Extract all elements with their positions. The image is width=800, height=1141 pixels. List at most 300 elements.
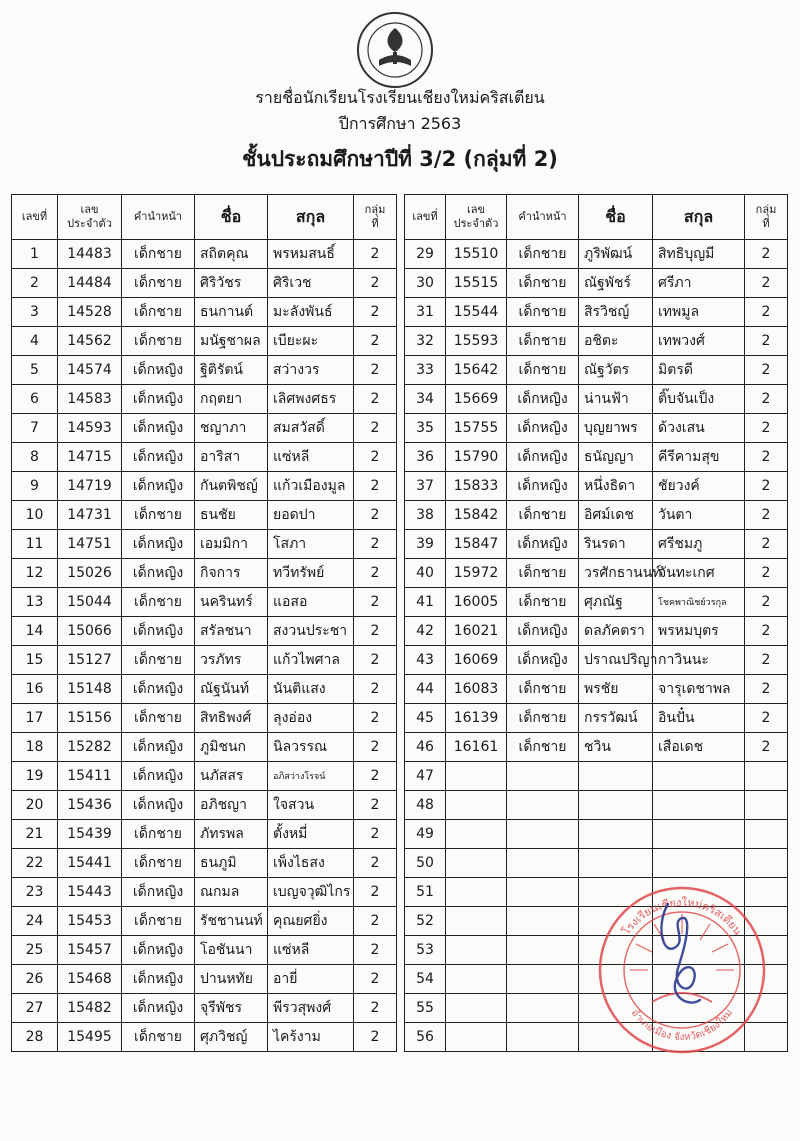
cell-group: 2 bbox=[745, 414, 788, 443]
cell-student-id: 15833 bbox=[446, 472, 507, 501]
table-row bbox=[12, 646, 397, 675]
cell-surname: คีรีคามสุข bbox=[653, 443, 745, 472]
cell-student-id: 14483 bbox=[58, 240, 122, 269]
cell-first-name: ธนภูมิ bbox=[195, 849, 268, 878]
cell-first-name: กรรวัฒน์ bbox=[579, 704, 653, 733]
cell-no: 53 bbox=[405, 936, 446, 965]
cell-surname bbox=[653, 820, 745, 849]
cell-first-name: ปานหทัย bbox=[195, 965, 268, 994]
table-row bbox=[405, 849, 788, 878]
cell-surname: สงวนประชา bbox=[268, 617, 354, 646]
cell-group: 2 bbox=[745, 530, 788, 559]
cell-prefix: เด็กหญิง bbox=[122, 965, 195, 994]
cell-no: 28 bbox=[12, 1023, 58, 1052]
cell-no: 34 bbox=[405, 385, 446, 414]
cell-first-name: สิรวิชญ์ bbox=[579, 298, 653, 327]
table-row bbox=[12, 298, 397, 327]
cell-student-id: 15515 bbox=[446, 269, 507, 298]
col-header-no: เลขที่ bbox=[405, 195, 446, 240]
cell-group: 2 bbox=[354, 1023, 397, 1052]
cell-first-name: ณัฐพัชร์ bbox=[579, 269, 653, 298]
cell-no: 51 bbox=[405, 878, 446, 907]
cell-student-id: 15066 bbox=[58, 617, 122, 646]
cell-prefix: เด็กชาย bbox=[507, 240, 579, 269]
cell-prefix bbox=[507, 965, 579, 994]
cell-no: 22 bbox=[12, 849, 58, 878]
cell-student-id: 15642 bbox=[446, 356, 507, 385]
cell-no: 41 bbox=[405, 588, 446, 617]
cell-student-id bbox=[446, 1023, 507, 1052]
cell-student-id: 16139 bbox=[446, 704, 507, 733]
table-row bbox=[405, 356, 788, 385]
table-row bbox=[12, 1023, 397, 1052]
cell-student-id: 14484 bbox=[58, 269, 122, 298]
cell-student-id bbox=[446, 849, 507, 878]
cell-group: 2 bbox=[745, 385, 788, 414]
cell-surname: ตั้งหมี่ bbox=[268, 820, 354, 849]
cell-first-name: ธนชัย bbox=[195, 501, 268, 530]
cell-group: 2 bbox=[745, 240, 788, 269]
cell-student-id: 15669 bbox=[446, 385, 507, 414]
cell-group: 2 bbox=[354, 530, 397, 559]
table-row bbox=[405, 704, 788, 733]
stamp-top-text: โรงเรียนเชียงใหม่คริสเตียน bbox=[619, 895, 745, 938]
cell-surname: โสภา bbox=[268, 530, 354, 559]
cell-group bbox=[745, 791, 788, 820]
cell-student-id: 15148 bbox=[58, 675, 122, 704]
cell-student-id: 15441 bbox=[58, 849, 122, 878]
cell-no: 19 bbox=[12, 762, 58, 791]
cell-no: 52 bbox=[405, 907, 446, 936]
cell-no: 44 bbox=[405, 675, 446, 704]
cell-no: 6 bbox=[12, 385, 58, 414]
table-row bbox=[405, 820, 788, 849]
table-row bbox=[12, 907, 397, 936]
cell-group: 2 bbox=[745, 704, 788, 733]
cell-surname: พีรวสุพงศ์ bbox=[268, 994, 354, 1023]
cell-prefix: เด็กชาย bbox=[122, 327, 195, 356]
cell-group: 2 bbox=[354, 269, 397, 298]
cell-no: 15 bbox=[12, 646, 58, 675]
cell-group: 2 bbox=[354, 501, 397, 530]
cell-student-id bbox=[446, 878, 507, 907]
cell-prefix: เด็กหญิง bbox=[122, 994, 195, 1023]
table-row bbox=[405, 762, 788, 791]
table-row bbox=[405, 414, 788, 443]
cell-prefix: เด็กชาย bbox=[122, 1023, 195, 1052]
cell-student-id: 16161 bbox=[446, 733, 507, 762]
cell-student-id bbox=[446, 762, 507, 791]
cell-group: 2 bbox=[745, 472, 788, 501]
cell-prefix: เด็กชาย bbox=[507, 559, 579, 588]
col-header-group-line1: กลุ่ม bbox=[364, 203, 386, 216]
cell-prefix: เด็กหญิง bbox=[122, 414, 195, 443]
cell-prefix: เด็กชาย bbox=[122, 298, 195, 327]
cell-prefix: เด็กหญิง bbox=[122, 559, 195, 588]
cell-surname: มะลังพันธ์ bbox=[268, 298, 354, 327]
cell-student-id bbox=[446, 965, 507, 994]
cell-student-id: 16069 bbox=[446, 646, 507, 675]
col-header-group-line2: ที่ bbox=[371, 217, 379, 230]
table-row bbox=[12, 269, 397, 298]
cell-first-name: ณัฐนันท์ bbox=[195, 675, 268, 704]
cell-no: 56 bbox=[405, 1023, 446, 1052]
cell-prefix: เด็กหญิง bbox=[507, 617, 579, 646]
cell-prefix: เด็กชาย bbox=[122, 820, 195, 849]
table-row bbox=[405, 443, 788, 472]
document-title: รายชื่อนักเรียนโรงเรียนเชียงใหม่คริสเตียน bbox=[255, 88, 545, 107]
cell-prefix bbox=[507, 936, 579, 965]
cell-no: 7 bbox=[12, 414, 58, 443]
table-row bbox=[12, 849, 397, 878]
cell-no: 55 bbox=[405, 994, 446, 1023]
cell-prefix: เด็กชาย bbox=[122, 588, 195, 617]
cell-prefix: เด็กชาย bbox=[507, 269, 579, 298]
cell-no: 47 bbox=[405, 762, 446, 791]
cell-group: 2 bbox=[354, 965, 397, 994]
cell-student-id: 14562 bbox=[58, 327, 122, 356]
cell-surname: พรหมสนธิ์ bbox=[268, 240, 354, 269]
table-header-row bbox=[12, 195, 397, 240]
cell-no: 25 bbox=[12, 936, 58, 965]
cell-prefix: เด็กชาย bbox=[122, 240, 195, 269]
cell-group: 2 bbox=[745, 588, 788, 617]
class-heading: ชั้นประถมศึกษาปีที่ 3/2 (กลุ่มที่ 2) bbox=[242, 147, 558, 171]
cell-no: 48 bbox=[405, 791, 446, 820]
cell-no: 49 bbox=[405, 820, 446, 849]
cell-first-name: พรชัย bbox=[579, 675, 653, 704]
cell-prefix: เด็กหญิง bbox=[507, 443, 579, 472]
table-row bbox=[12, 820, 397, 849]
cell-first-name: ภูมิชนก bbox=[195, 733, 268, 762]
signature-scribble bbox=[661, 904, 700, 1003]
cell-group: 2 bbox=[745, 298, 788, 327]
cell-no: 16 bbox=[12, 675, 58, 704]
table-row bbox=[12, 327, 397, 356]
cell-prefix: เด็กหญิง bbox=[507, 646, 579, 675]
cell-first-name: ศิริวัชร bbox=[195, 269, 268, 298]
cell-student-id: 15411 bbox=[58, 762, 122, 791]
cell-no: 43 bbox=[405, 646, 446, 675]
cell-student-id: 15457 bbox=[58, 936, 122, 965]
cell-surname: เลิศพงศธร bbox=[268, 385, 354, 414]
cell-group: 2 bbox=[354, 240, 397, 269]
cell-prefix: เด็กหญิง bbox=[122, 675, 195, 704]
cell-surname: เบญจวุฒิไกร bbox=[268, 878, 354, 907]
cell-surname: แก้วไพศาล bbox=[268, 646, 354, 675]
col-header-group bbox=[354, 195, 397, 240]
table-row bbox=[12, 472, 397, 501]
col-header-id bbox=[446, 195, 507, 240]
table-row bbox=[12, 530, 397, 559]
cell-student-id: 15044 bbox=[58, 588, 122, 617]
col-header-prefix: คำนำหน้า bbox=[122, 195, 195, 240]
cell-surname: มิตรดี bbox=[653, 356, 745, 385]
table-row bbox=[405, 617, 788, 646]
cell-group: 2 bbox=[354, 994, 397, 1023]
cell-group: 2 bbox=[354, 646, 397, 675]
col-header-no: เลขที่ bbox=[12, 195, 58, 240]
cell-prefix bbox=[507, 820, 579, 849]
academic-year: ปีการศึกษา 2563 bbox=[338, 114, 462, 133]
cell-surname: อายี่ bbox=[268, 965, 354, 994]
cell-surname: เทพมูล bbox=[653, 298, 745, 327]
table-row bbox=[12, 356, 397, 385]
col-header-id-line1: เลข bbox=[466, 203, 486, 216]
cell-prefix: เด็กหญิง bbox=[122, 443, 195, 472]
cell-first-name: กันตพิชญ์ bbox=[195, 472, 268, 501]
cell-surname bbox=[653, 791, 745, 820]
cell-no: 45 bbox=[405, 704, 446, 733]
cell-group: 2 bbox=[354, 675, 397, 704]
cell-no: 40 bbox=[405, 559, 446, 588]
cell-first-name: มนัฐชาผล bbox=[195, 327, 268, 356]
cell-surname: สิทธิบุญมี bbox=[653, 240, 745, 269]
cell-surname: แซ่หลี bbox=[268, 443, 354, 472]
cell-first-name bbox=[579, 820, 653, 849]
cell-no: 46 bbox=[405, 733, 446, 762]
cell-surname: อินปั๋น bbox=[653, 704, 745, 733]
table-row bbox=[12, 994, 397, 1023]
table-row bbox=[405, 298, 788, 327]
cell-first-name: รินรดา bbox=[579, 530, 653, 559]
cell-surname: คุณยศยิ่ง bbox=[268, 907, 354, 936]
cell-prefix: เด็กหญิง bbox=[507, 530, 579, 559]
cell-prefix bbox=[507, 907, 579, 936]
table-row bbox=[405, 385, 788, 414]
cell-group: 2 bbox=[354, 907, 397, 936]
cell-no: 9 bbox=[12, 472, 58, 501]
cell-first-name: เอมมิกา bbox=[195, 530, 268, 559]
cell-first-name: ภัทรพล bbox=[195, 820, 268, 849]
cell-no: 31 bbox=[405, 298, 446, 327]
cell-prefix: เด็กหญิง bbox=[122, 385, 195, 414]
cell-surname: นิลวรรณ bbox=[268, 733, 354, 762]
col-header-id-line2: ประจำตัว bbox=[67, 217, 112, 230]
cell-first-name: สิทธิพงศ์ bbox=[195, 704, 268, 733]
cell-group: 2 bbox=[745, 269, 788, 298]
cell-surname: เบียะผะ bbox=[268, 327, 354, 356]
cell-surname: ศิริเวช bbox=[268, 269, 354, 298]
cell-group: 2 bbox=[354, 559, 397, 588]
cell-prefix: เด็กชาย bbox=[122, 269, 195, 298]
cell-prefix bbox=[507, 849, 579, 878]
cell-first-name: อภิชญา bbox=[195, 791, 268, 820]
cell-student-id: 15593 bbox=[446, 327, 507, 356]
table-row bbox=[405, 269, 788, 298]
cell-first-name: ศุภวิชญ์ bbox=[195, 1023, 268, 1052]
cell-surname: เพ็งไธสง bbox=[268, 849, 354, 878]
col-header-prefix: คำนำหน้า bbox=[507, 195, 579, 240]
cell-student-id: 15482 bbox=[58, 994, 122, 1023]
cell-student-id: 15443 bbox=[58, 878, 122, 907]
cell-first-name: รัชชานนท์ bbox=[195, 907, 268, 936]
cell-no: 32 bbox=[405, 327, 446, 356]
cell-first-name: บุญยาพร bbox=[579, 414, 653, 443]
table-row bbox=[12, 414, 397, 443]
cell-no: 54 bbox=[405, 965, 446, 994]
cell-student-id: 15127 bbox=[58, 646, 122, 675]
cell-surname: จันทะเกศ bbox=[653, 559, 745, 588]
cell-surname: จารุเดชาพล bbox=[653, 675, 745, 704]
cell-group: 2 bbox=[354, 617, 397, 646]
cell-prefix: เด็กหญิง bbox=[122, 356, 195, 385]
cell-group: 2 bbox=[354, 385, 397, 414]
cell-prefix: เด็กชาย bbox=[507, 704, 579, 733]
table-row bbox=[405, 240, 788, 269]
table-row bbox=[12, 733, 397, 762]
cell-student-id: 15282 bbox=[58, 733, 122, 762]
cell-group: 2 bbox=[745, 443, 788, 472]
cell-prefix bbox=[507, 791, 579, 820]
cell-student-id: 15436 bbox=[58, 791, 122, 820]
cell-first-name: ปราณปริญา bbox=[579, 646, 653, 675]
cell-student-id bbox=[446, 936, 507, 965]
cell-no: 21 bbox=[12, 820, 58, 849]
cell-prefix: เด็กหญิง bbox=[507, 385, 579, 414]
cell-prefix: เด็กชาย bbox=[507, 298, 579, 327]
cell-student-id: 15468 bbox=[58, 965, 122, 994]
cell-prefix: เด็กหญิง bbox=[122, 530, 195, 559]
cell-no: 12 bbox=[12, 559, 58, 588]
table-row bbox=[12, 878, 397, 907]
cell-first-name bbox=[579, 762, 653, 791]
cell-surname: สว่างวร bbox=[268, 356, 354, 385]
cell-student-id: 15156 bbox=[58, 704, 122, 733]
cell-no: 2 bbox=[12, 269, 58, 298]
cell-no: 30 bbox=[405, 269, 446, 298]
cell-no: 3 bbox=[12, 298, 58, 327]
cell-student-id: 15439 bbox=[58, 820, 122, 849]
cell-no: 18 bbox=[12, 733, 58, 762]
cell-group: 2 bbox=[354, 414, 397, 443]
cell-group: 2 bbox=[354, 356, 397, 385]
cell-surname: แอสอ bbox=[268, 588, 354, 617]
table-row bbox=[12, 965, 397, 994]
cell-first-name: ชวิน bbox=[579, 733, 653, 762]
col-header-id bbox=[58, 195, 122, 240]
cell-no: 24 bbox=[12, 907, 58, 936]
cell-student-id: 15510 bbox=[446, 240, 507, 269]
cell-no: 20 bbox=[12, 791, 58, 820]
cell-group: 2 bbox=[354, 820, 397, 849]
cell-no: 10 bbox=[12, 501, 58, 530]
cell-surname: ติ๊บจันเป็ง bbox=[653, 385, 745, 414]
cell-group: 2 bbox=[745, 646, 788, 675]
cell-no: 37 bbox=[405, 472, 446, 501]
col-header-id-line1: เลข bbox=[80, 203, 99, 216]
cell-student-id: 15495 bbox=[58, 1023, 122, 1052]
cell-no: 13 bbox=[12, 588, 58, 617]
cell-prefix: เด็กชาย bbox=[122, 501, 195, 530]
cell-prefix: เด็กชาย bbox=[507, 733, 579, 762]
cell-student-id bbox=[446, 994, 507, 1023]
table-row bbox=[12, 501, 397, 530]
cell-surname: ไคร้งาม bbox=[268, 1023, 354, 1052]
cell-first-name: โอชันนา bbox=[195, 936, 268, 965]
cell-no: 23 bbox=[12, 878, 58, 907]
cell-first-name: ธนกานต์ bbox=[195, 298, 268, 327]
cell-first-name: น่านฟ้า bbox=[579, 385, 653, 414]
cell-surname: วันตา bbox=[653, 501, 745, 530]
cell-first-name: ศุภณัฐ bbox=[579, 588, 653, 617]
svg-text:อำเภอเมือง จังหวัดเชียงใหม่ bbox=[629, 1007, 735, 1043]
cell-group: 2 bbox=[354, 327, 397, 356]
table-row bbox=[405, 472, 788, 501]
cell-no: 42 bbox=[405, 617, 446, 646]
cell-prefix: เด็กชาย bbox=[122, 704, 195, 733]
table-row bbox=[405, 791, 788, 820]
cell-prefix bbox=[507, 994, 579, 1023]
cell-first-name: สรัลชนา bbox=[195, 617, 268, 646]
table-row bbox=[405, 530, 788, 559]
cell-first-name: วรภัทร bbox=[195, 646, 268, 675]
cell-prefix: เด็กหญิง bbox=[122, 472, 195, 501]
cell-surname bbox=[653, 849, 745, 878]
cell-surname: เสือเดช bbox=[653, 733, 745, 762]
cell-no: 27 bbox=[12, 994, 58, 1023]
cell-surname: ศรีภา bbox=[653, 269, 745, 298]
cell-first-name bbox=[579, 791, 653, 820]
cell-first-name: อาริสา bbox=[195, 443, 268, 472]
cell-student-id: 15453 bbox=[58, 907, 122, 936]
school-seal-stamp-icon bbox=[596, 884, 768, 1056]
cell-surname: พรหมบุตร bbox=[653, 617, 745, 646]
cell-first-name bbox=[579, 849, 653, 878]
cell-first-name: ชญาภา bbox=[195, 414, 268, 443]
cell-group: 2 bbox=[354, 588, 397, 617]
cell-group: 2 bbox=[745, 733, 788, 762]
cell-student-id bbox=[446, 791, 507, 820]
cell-surname: แซ่หลี bbox=[268, 936, 354, 965]
cell-first-name: นภัสสร bbox=[195, 762, 268, 791]
col-header-surname: สกุล bbox=[268, 195, 354, 240]
cell-student-id: 14751 bbox=[58, 530, 122, 559]
cell-first-name: ณัฐวัตร bbox=[579, 356, 653, 385]
cell-student-id: 14731 bbox=[58, 501, 122, 530]
cell-no: 1 bbox=[12, 240, 58, 269]
cell-prefix: เด็กหญิง bbox=[507, 472, 579, 501]
cell-student-id: 16083 bbox=[446, 675, 507, 704]
cell-surname: กาวินนะ bbox=[653, 646, 745, 675]
school-logo-icon bbox=[355, 10, 435, 90]
cell-student-id: 16005 bbox=[446, 588, 507, 617]
cell-surname: ใจสวน bbox=[268, 791, 354, 820]
cell-student-id: 15544 bbox=[446, 298, 507, 327]
cell-student-id: 15842 bbox=[446, 501, 507, 530]
cell-prefix: เด็กชาย bbox=[507, 501, 579, 530]
cell-surname: ทวีทรัพย์ bbox=[268, 559, 354, 588]
cell-group: 2 bbox=[354, 849, 397, 878]
cell-student-id bbox=[446, 820, 507, 849]
cell-first-name: ณกมล bbox=[195, 878, 268, 907]
cell-first-name: กิจการ bbox=[195, 559, 268, 588]
cell-no: 5 bbox=[12, 356, 58, 385]
table-row bbox=[12, 704, 397, 733]
cell-prefix: เด็กชาย bbox=[122, 907, 195, 936]
cell-no: 26 bbox=[12, 965, 58, 994]
cell-student-id: 14715 bbox=[58, 443, 122, 472]
table-row bbox=[405, 588, 788, 617]
cell-group bbox=[745, 849, 788, 878]
cell-student-id: 15972 bbox=[446, 559, 507, 588]
table-row bbox=[12, 617, 397, 646]
cell-no: 39 bbox=[405, 530, 446, 559]
cell-prefix: เด็กหญิง bbox=[507, 414, 579, 443]
cell-surname: ชัยวงค์ bbox=[653, 472, 745, 501]
cell-no: 36 bbox=[405, 443, 446, 472]
cell-first-name: ภูริพัฒน์ bbox=[579, 240, 653, 269]
